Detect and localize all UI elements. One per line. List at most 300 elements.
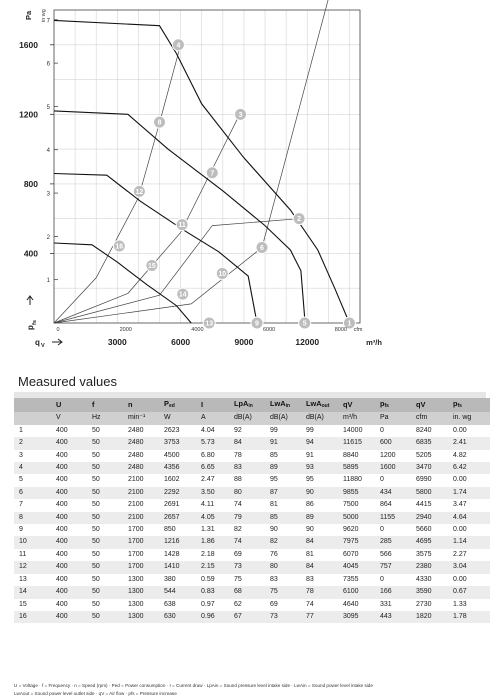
y-left-tick-label: 800 <box>23 178 38 189</box>
table-cell: 50 <box>88 499 124 511</box>
x-top-unit-label: cfm <box>353 327 363 333</box>
table-cell: 0.00 <box>449 524 490 536</box>
x-top-tick-label: 2000 <box>119 327 132 333</box>
table-cell: 331 <box>376 599 412 611</box>
table-cell: 80 <box>230 487 266 499</box>
table-cell: 90 <box>266 524 302 536</box>
table-cell: 8240 <box>412 425 449 437</box>
table-cell: 99 <box>302 425 339 437</box>
table-cell: 1410 <box>160 561 197 573</box>
table-cell: 6.80 <box>197 450 230 462</box>
plot-frame <box>54 10 360 323</box>
table-cell: 400 <box>52 474 88 486</box>
table-cell: 0.00 <box>449 474 490 486</box>
table-cell: 50 <box>88 561 124 573</box>
table-cell: 0.97 <box>197 599 230 611</box>
table-cell: 864 <box>376 499 412 511</box>
measured-values-table <box>14 398 490 623</box>
table-cell: 850 <box>160 524 197 536</box>
table-cell: 1700 <box>124 561 160 573</box>
column-header-main: U <box>56 400 62 409</box>
table-cell: 73 <box>266 611 302 623</box>
table-cell: 50 <box>88 524 124 536</box>
table-cell: 50 <box>88 425 124 437</box>
x-axis-symbol-sub: V <box>41 343 45 349</box>
column-header-sub: in <box>285 403 291 409</box>
table-cell: 1200 <box>376 450 412 462</box>
table-cell: 0.96 <box>197 611 230 623</box>
table-cell: 2623 <box>160 425 197 437</box>
table-cell: 443 <box>376 611 412 623</box>
table-cell: 81 <box>302 549 339 561</box>
table-cell: 1700 <box>124 524 160 536</box>
table-row <box>14 611 490 623</box>
table-cell: 4.04 <box>197 425 230 437</box>
table-cell: 1300 <box>124 611 160 623</box>
table-cell: 80 <box>266 561 302 573</box>
table-cell: 2100 <box>124 474 160 486</box>
column-header-main: p <box>380 399 385 408</box>
system-curve-3 <box>54 219 299 323</box>
fan-curve-3 <box>54 174 257 324</box>
table-cell: 5800 <box>412 487 449 499</box>
x-bottom-tick-label: 12000 <box>295 337 320 347</box>
row-index: 2 <box>14 437 52 449</box>
table-cell: 91 <box>266 437 302 449</box>
row-index: 9 <box>14 524 52 536</box>
table-cell: 6.42 <box>449 462 490 474</box>
unit-cell: min⁻¹ <box>124 412 160 424</box>
table-cell: 400 <box>52 536 88 548</box>
operating-point-label: 7 <box>210 170 215 178</box>
table-cell: 400 <box>52 437 88 449</box>
table-cell: 14000 <box>339 425 376 437</box>
table-cell: 400 <box>52 425 88 437</box>
y-axis-symbol: p <box>26 325 35 330</box>
y-right-tick-label: 1 <box>46 278 50 285</box>
table-cell: 2940 <box>412 512 449 524</box>
y-right-tick-label: 7 <box>46 18 50 25</box>
row-index: 4 <box>14 462 52 474</box>
operating-point-label: 2 <box>297 216 302 224</box>
y-right-unit-label: in wg <box>41 9 47 22</box>
table-cell: 400 <box>52 561 88 573</box>
column-header-sub: in <box>248 403 253 409</box>
column-header <box>339 398 376 412</box>
table-cell: 1600 <box>376 462 412 474</box>
table-cell: 2292 <box>160 487 197 499</box>
table-cell: 0 <box>376 474 412 486</box>
unit-cell: Pa <box>376 412 412 424</box>
table-cell: 50 <box>88 437 124 449</box>
table-row <box>14 499 490 511</box>
table-cell: 9855 <box>339 487 376 499</box>
table-cell: 74 <box>230 536 266 548</box>
table-cell: 8840 <box>339 450 376 462</box>
table-cell: 5660 <box>412 524 449 536</box>
table-cell: 2.18 <box>197 549 230 561</box>
table-cell: 5895 <box>339 462 376 474</box>
table-cell: 638 <box>160 599 197 611</box>
column-header <box>266 398 302 412</box>
x-top-zero-label: 0 <box>56 327 60 333</box>
table-cell: 84 <box>230 437 266 449</box>
table-unit-row <box>14 412 490 424</box>
table-cell: 3590 <box>412 586 449 598</box>
table-cell: 3.47 <box>449 499 490 511</box>
table-cell: 74 <box>302 599 339 611</box>
table-cell: 0.00 <box>449 425 490 437</box>
operating-point-label: 16 <box>115 243 124 251</box>
column-header-main: LwA <box>270 399 286 408</box>
table-cell: 2100 <box>124 487 160 499</box>
table-cell: 1.86 <box>197 536 230 548</box>
row-index: 1 <box>14 425 52 437</box>
table-cell: 4500 <box>160 450 197 462</box>
unit-cell: in. wg <box>449 412 490 424</box>
table-row <box>14 549 490 561</box>
column-header-sub: fs <box>384 403 389 409</box>
unit-cell <box>14 412 52 424</box>
table-cell: 1300 <box>124 586 160 598</box>
table-cell: 2100 <box>124 512 160 524</box>
table-cell: 1602 <box>160 474 197 486</box>
row-index: 7 <box>14 499 52 511</box>
row-index: 12 <box>14 561 52 573</box>
table-cell: 4330 <box>412 574 449 586</box>
table-cell: 93 <box>302 462 339 474</box>
table-cell: 78 <box>230 450 266 462</box>
table-cell: 69 <box>230 549 266 561</box>
row-index: 11 <box>14 549 52 561</box>
table-row <box>14 462 490 474</box>
table-cell: 82 <box>230 524 266 536</box>
unit-cell: Hz <box>88 412 124 424</box>
table-cell: 1.33 <box>449 599 490 611</box>
table-cell: 0 <box>376 574 412 586</box>
y-right-tick-label: 3 <box>46 191 50 198</box>
table-cell: 400 <box>52 524 88 536</box>
operating-point-label: 5 <box>302 320 307 328</box>
table-cell: 83 <box>302 574 339 586</box>
table-row <box>14 574 490 586</box>
table-cell: 0.59 <box>197 574 230 586</box>
x-bottom-tick-label: 9000 <box>234 337 254 347</box>
table-cell: 2691 <box>160 499 197 511</box>
table-cell: 2730 <box>412 599 449 611</box>
x-bottom-unit-label: m³/h <box>366 338 382 347</box>
x-bottom-tick-label: 3000 <box>107 337 127 347</box>
table-cell: 400 <box>52 599 88 611</box>
operating-point-label: 11 <box>178 222 186 230</box>
table-cell: 2480 <box>124 425 160 437</box>
table-cell: 4695 <box>412 536 449 548</box>
table-cell: 6.65 <box>197 462 230 474</box>
table-cell: 630 <box>160 611 197 623</box>
row-index: 15 <box>14 599 52 611</box>
table-cell: 4.11 <box>197 499 230 511</box>
column-header-main: qV <box>416 400 426 409</box>
column-header <box>160 398 197 412</box>
x-top-tick-label: 8000 <box>334 327 347 333</box>
table-cell: 1.78 <box>449 611 490 623</box>
column-header <box>88 398 124 412</box>
y-right-tick-label: 2 <box>46 234 50 241</box>
table-row <box>14 450 490 462</box>
operating-point-label: 3 <box>238 111 243 119</box>
column-header <box>376 398 412 412</box>
table-cell: 1216 <box>160 536 197 548</box>
table-cell: 0.83 <box>197 586 230 598</box>
table-cell: 90 <box>302 524 339 536</box>
table-row <box>14 561 490 573</box>
unit-cell: dB(A) <box>302 412 339 424</box>
table-row <box>14 512 490 524</box>
table-cell: 77 <box>302 611 339 623</box>
y-axis-arrow <box>27 296 33 305</box>
column-header <box>302 398 339 412</box>
x-axis-symbol: q <box>35 338 40 347</box>
table-cell: 95 <box>302 474 339 486</box>
table-cell: 2.41 <box>449 437 490 449</box>
x-bottom-tick-label: 6000 <box>171 337 191 347</box>
table-cell: 757 <box>376 561 412 573</box>
table-cell: 50 <box>88 462 124 474</box>
table-cell: 0.67 <box>449 586 490 598</box>
column-header <box>230 398 266 412</box>
column-header-main: LwA <box>306 399 322 408</box>
table-cell: 3.04 <box>449 561 490 573</box>
table-cell: 400 <box>52 549 88 561</box>
table-cell: 79 <box>230 512 266 524</box>
table-cell: 68 <box>230 586 266 598</box>
table-cell: 4415 <box>412 499 449 511</box>
table-cell: 67 <box>230 611 266 623</box>
y-right-tick-label: 4 <box>46 148 50 155</box>
table-cell: 74 <box>230 499 266 511</box>
table-cell: 2480 <box>124 437 160 449</box>
table-cell: 78 <box>302 586 339 598</box>
table-cell: 50 <box>88 512 124 524</box>
column-header-main: p <box>453 399 458 408</box>
table-cell: 4.05 <box>197 512 230 524</box>
table-cell: 50 <box>88 549 124 561</box>
table-cell: 2.15 <box>197 561 230 573</box>
table-cell: 1700 <box>124 549 160 561</box>
table-cell: 1300 <box>124 599 160 611</box>
row-index: 10 <box>14 536 52 548</box>
table-cell: 5.73 <box>197 437 230 449</box>
row-index: 13 <box>14 574 52 586</box>
table-cell: 6100 <box>339 586 376 598</box>
table-cell: 50 <box>88 450 124 462</box>
table-cell: 76 <box>266 549 302 561</box>
column-header-sub: out <box>321 403 330 409</box>
table-cell: 400 <box>52 586 88 598</box>
table-cell: 1700 <box>124 536 160 548</box>
table-row <box>14 599 490 611</box>
row-index: 3 <box>14 450 52 462</box>
column-header-sub: fs <box>457 403 462 409</box>
column-header-main: qV <box>343 400 353 409</box>
table-cell: 99 <box>266 425 302 437</box>
unit-cell: A <box>197 412 230 424</box>
table-cell: 2480 <box>124 462 160 474</box>
table-cell: 166 <box>376 586 412 598</box>
table-header <box>14 398 490 425</box>
y-right-tick-label: 6 <box>46 61 50 68</box>
table-cell: 3575 <box>412 549 449 561</box>
column-header-main: I <box>201 400 204 409</box>
table-cell: 400 <box>52 611 88 623</box>
table-row <box>14 586 490 598</box>
column-header-main: LpA <box>234 399 249 408</box>
table-cell: 7355 <box>339 574 376 586</box>
table-cell: 7500 <box>339 499 376 511</box>
table-cell: 1155 <box>376 512 412 524</box>
operating-point-label: 8 <box>157 119 162 127</box>
table-cell: 95 <box>266 474 302 486</box>
table-cell: 400 <box>52 499 88 511</box>
table-cell: 0 <box>376 425 412 437</box>
table-cell: 400 <box>52 512 88 524</box>
table-cell: 50 <box>88 599 124 611</box>
column-header <box>52 398 88 412</box>
column-header-main: f <box>92 400 95 409</box>
table-cell: 3753 <box>160 437 197 449</box>
table-cell: 434 <box>376 487 412 499</box>
column-header <box>449 398 490 412</box>
table-cell: 6835 <box>412 437 449 449</box>
table-cell: 50 <box>88 586 124 598</box>
operating-point-label: 13 <box>205 320 214 328</box>
y-left-tick-label: 1200 <box>19 109 38 120</box>
legend-line-2: LwAout = Sound power level outlet side · qV = Air flow · pfs = Pressure increase <box>14 691 177 696</box>
table-cell: 69 <box>266 599 302 611</box>
grid <box>54 10 360 323</box>
table-cell: 2.27 <box>449 549 490 561</box>
table-cell: 4.82 <box>449 450 490 462</box>
table-cell: 1.14 <box>449 536 490 548</box>
unit-cell: dB(A) <box>230 412 266 424</box>
table-row <box>14 524 490 536</box>
operating-point-label: 4 <box>176 42 181 50</box>
table-cell: 4356 <box>160 462 197 474</box>
fan-curve-4 <box>54 243 191 323</box>
table-cell: 62 <box>230 599 266 611</box>
x-top-tick-label: 6000 <box>263 327 276 333</box>
column-header <box>412 398 449 412</box>
table-cell: 1.74 <box>449 487 490 499</box>
column-header-main: n <box>128 400 133 409</box>
table-cell: 84 <box>302 536 339 548</box>
table-cell: 89 <box>302 512 339 524</box>
table-cell: 3.50 <box>197 487 230 499</box>
table-cell: 400 <box>52 574 88 586</box>
operating-point-label: 14 <box>178 291 187 299</box>
x-top-tick-label: 4000 <box>191 327 204 333</box>
table-cell: 91 <box>302 450 339 462</box>
column-header-sub: ed <box>168 403 175 409</box>
table-cell: 50 <box>88 574 124 586</box>
table-cell: 4640 <box>339 599 376 611</box>
column-header-main: P <box>164 399 169 408</box>
table-cell: 11880 <box>339 474 376 486</box>
table-cell: 1820 <box>412 611 449 623</box>
table-cell: 400 <box>52 450 88 462</box>
table-cell: 2100 <box>124 499 160 511</box>
table-cell: 92 <box>230 425 266 437</box>
table-cell: 83 <box>230 462 266 474</box>
unit-cell: V <box>52 412 88 424</box>
y-left-unit-label: Pa <box>24 10 33 20</box>
table-cell: 544 <box>160 586 197 598</box>
table-cell: 600 <box>376 437 412 449</box>
table-cell: 2480 <box>124 450 160 462</box>
table-cell: 3470 <box>412 462 449 474</box>
operating-point-label: 1 <box>347 320 352 328</box>
y-left-tick-label: 400 <box>23 248 38 259</box>
table-cell: 85 <box>266 512 302 524</box>
table-header-row <box>14 398 490 412</box>
table-cell: 2380 <box>412 561 449 573</box>
table-row <box>14 474 490 486</box>
table-row <box>14 437 490 449</box>
row-index: 14 <box>14 586 52 598</box>
table-cell: 6070 <box>339 549 376 561</box>
table-cell: 7975 <box>339 536 376 548</box>
table-cell: 2.47 <box>197 474 230 486</box>
table-cell: 1300 <box>124 574 160 586</box>
table-cell: 4045 <box>339 561 376 573</box>
table-cell: 84 <box>302 561 339 573</box>
operating-point-label: 10 <box>218 270 227 278</box>
axes <box>27 10 360 345</box>
table-cell: 0 <box>376 524 412 536</box>
table-cell: 90 <box>302 487 339 499</box>
table-cell: 6990 <box>412 474 449 486</box>
table-cell: 0.00 <box>449 574 490 586</box>
table-cell: 75 <box>230 574 266 586</box>
y-left-tick-label: 1600 <box>19 39 38 50</box>
column-header <box>14 398 52 412</box>
measured-values-title: Measured values <box>18 374 117 389</box>
table-cell: 89 <box>266 462 302 474</box>
x-axis-arrow <box>52 339 62 345</box>
table-cell: 83 <box>266 574 302 586</box>
table-cell: 1.31 <box>197 524 230 536</box>
table-row <box>14 487 490 499</box>
table-cell: 1428 <box>160 549 197 561</box>
table-cell: 50 <box>88 536 124 548</box>
table-cell: 94 <box>302 437 339 449</box>
table-cell: 82 <box>266 536 302 548</box>
table-row <box>14 536 490 548</box>
table-cell: 50 <box>88 611 124 623</box>
table-cell: 5000 <box>339 512 376 524</box>
operating-point-label: 15 <box>148 262 156 270</box>
y-right-tick-label: 5 <box>46 104 50 111</box>
table-row <box>14 425 490 437</box>
operating-point-label: 9 <box>255 320 259 328</box>
table-body <box>14 425 490 624</box>
row-index: 8 <box>14 512 52 524</box>
table-cell: 50 <box>88 474 124 486</box>
operating-point-label: 12 <box>135 188 144 196</box>
column-header <box>197 398 230 412</box>
table-cell: 85 <box>266 450 302 462</box>
unit-cell: W <box>160 412 197 424</box>
